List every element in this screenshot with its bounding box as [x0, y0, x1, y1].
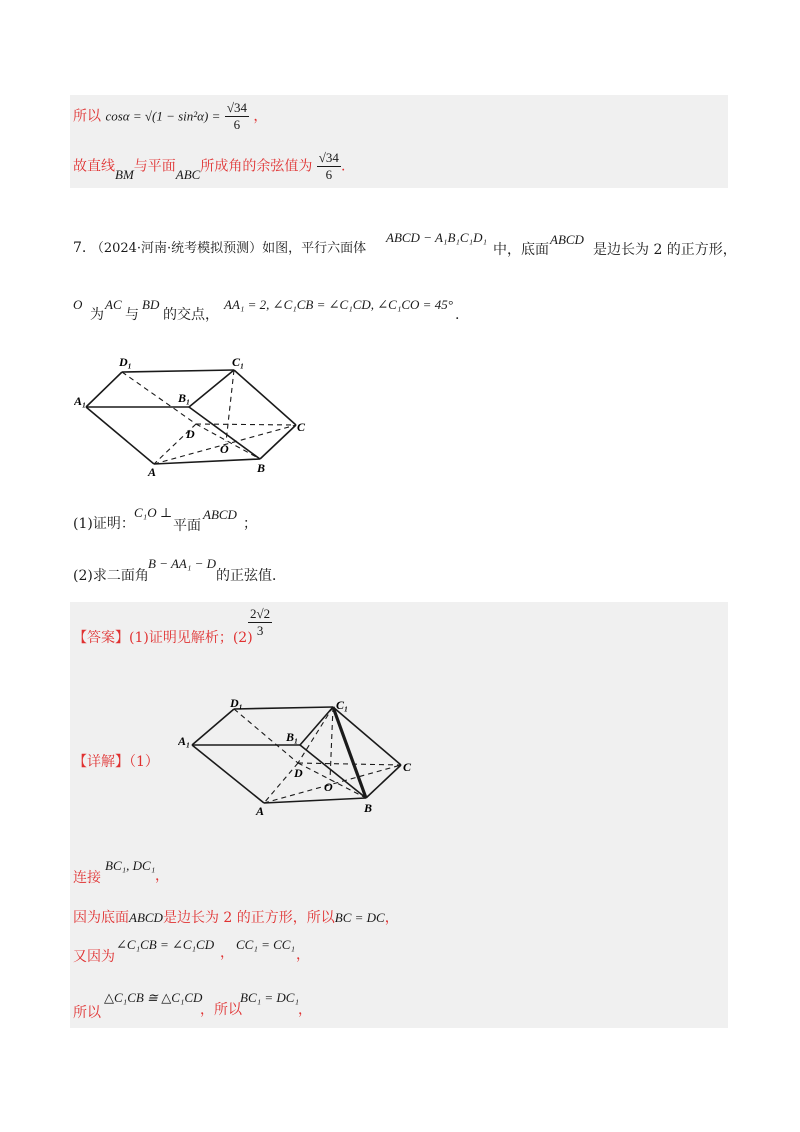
answer-line: 【答案】(1)证明见解析；(2)	[73, 630, 253, 646]
frac-sqrt34-6-b: $\frac{√34}{6}$	[318, 150, 339, 182]
detail-tag-line: 【详解】（1）	[73, 754, 159, 770]
label2-A1: A₁	[178, 734, 191, 748]
label-D: D	[186, 427, 195, 441]
label-A: A	[148, 465, 157, 477]
label-C: C	[297, 420, 306, 434]
label-B1: B₁	[178, 391, 191, 405]
parallelepiped-figure	[74, 352, 314, 477]
answer-tag: 【答案】	[73, 630, 129, 646]
frac-sqrt34-6: $\frac{√34}{6}$	[226, 100, 247, 132]
question-2: (2)求二面角	[73, 568, 149, 584]
parallelepiped-figure-2	[178, 695, 423, 820]
label2-O: O	[324, 780, 333, 794]
answer-fraction: $\frac{2√2}{3}$	[250, 606, 271, 638]
label-D1: D₁	[119, 355, 132, 369]
connect-formula: BC₁, DC₁	[105, 858, 156, 873]
label2-B1: B₁	[286, 730, 299, 744]
label2-B: B	[364, 801, 373, 815]
cos-line: 所以 cosα = √(1 − sin²α) = $\frac{√34}{6}$ ，	[73, 100, 268, 132]
detail-tag: 【详解】	[73, 754, 129, 770]
square-line: 因为底面ABCD是边长为 2 的正方形，所以BC = DC，	[73, 910, 399, 926]
label-C1: C₁	[232, 355, 245, 369]
conditions: AA₁ = 2, ∠C₁CB = ∠C₁CD, ∠C₁CO = 45°	[224, 297, 453, 312]
label2-D: D	[294, 766, 303, 780]
label-A1: A₁	[74, 394, 87, 408]
label2-C1: C₁	[336, 698, 349, 712]
document-page: 所以 cosα = √(1 − sin²α) = $\frac{√34}{6}$ ， 故直线BM与平面ABC所成角的余弦值为 $\frac{√34}{6}$ . 7. （2024·河南·统考模拟预测）如图，平行六面体 ABCD − A₁B₁C₁D₁ 中，底面 ABCD 是边长为 2 的正方形， O 为 AC 与 BD 的交点， AA₁ = 2, ∠C₁CB = ∠C₁CD, ∠C₁CO = 45° . D₁ C₁ A₁ B₁ D O C A B (1)证明： C₁O ⊥ 平面 ABCD ； (2)求二面角 B − AA₁ − D 的正弦值． 【答案】(1)证明见解析；(2) $\frac{2√2}{3}$ 【详解】（1） D₁ C₁ A₁ B₁ D O C A B BC₁, DC₁ 连接 ， 因为底面ABCD是边长为 2 的正方形，所以BC = DC， 又因为 ∠C₁CB = ∠C₁CD ， CC₁ = CC₁ ， 所以 △C₁CB ≅ △C₁CD ，所以 BC₁ = DC₁ ，	[0, 0, 800, 1132]
label-B: B	[257, 461, 266, 475]
problem-7-line1: 7. （2024·河南·统考模拟预测）如图，平行六面体	[73, 240, 367, 256]
question-1: (1)证明：	[73, 516, 135, 532]
angle-line: 又因为	[73, 949, 115, 965]
congruence-line: 所以	[73, 1005, 101, 1021]
label-O: O	[220, 442, 229, 456]
label2-C: C	[403, 760, 412, 774]
conclusion-line: 故直线BM与平面ABC所成角的余弦值为 $\frac{√34}{6}$ .	[73, 150, 346, 182]
connect-line: 连接	[73, 870, 101, 886]
cos-formula: cosα = √(1 − sin²α) =	[105, 108, 221, 124]
label2-A: A	[256, 804, 265, 818]
label2-D1: D₁	[230, 696, 243, 710]
solid-name: ABCD − A₁B₁C₁D₁	[386, 230, 487, 245]
